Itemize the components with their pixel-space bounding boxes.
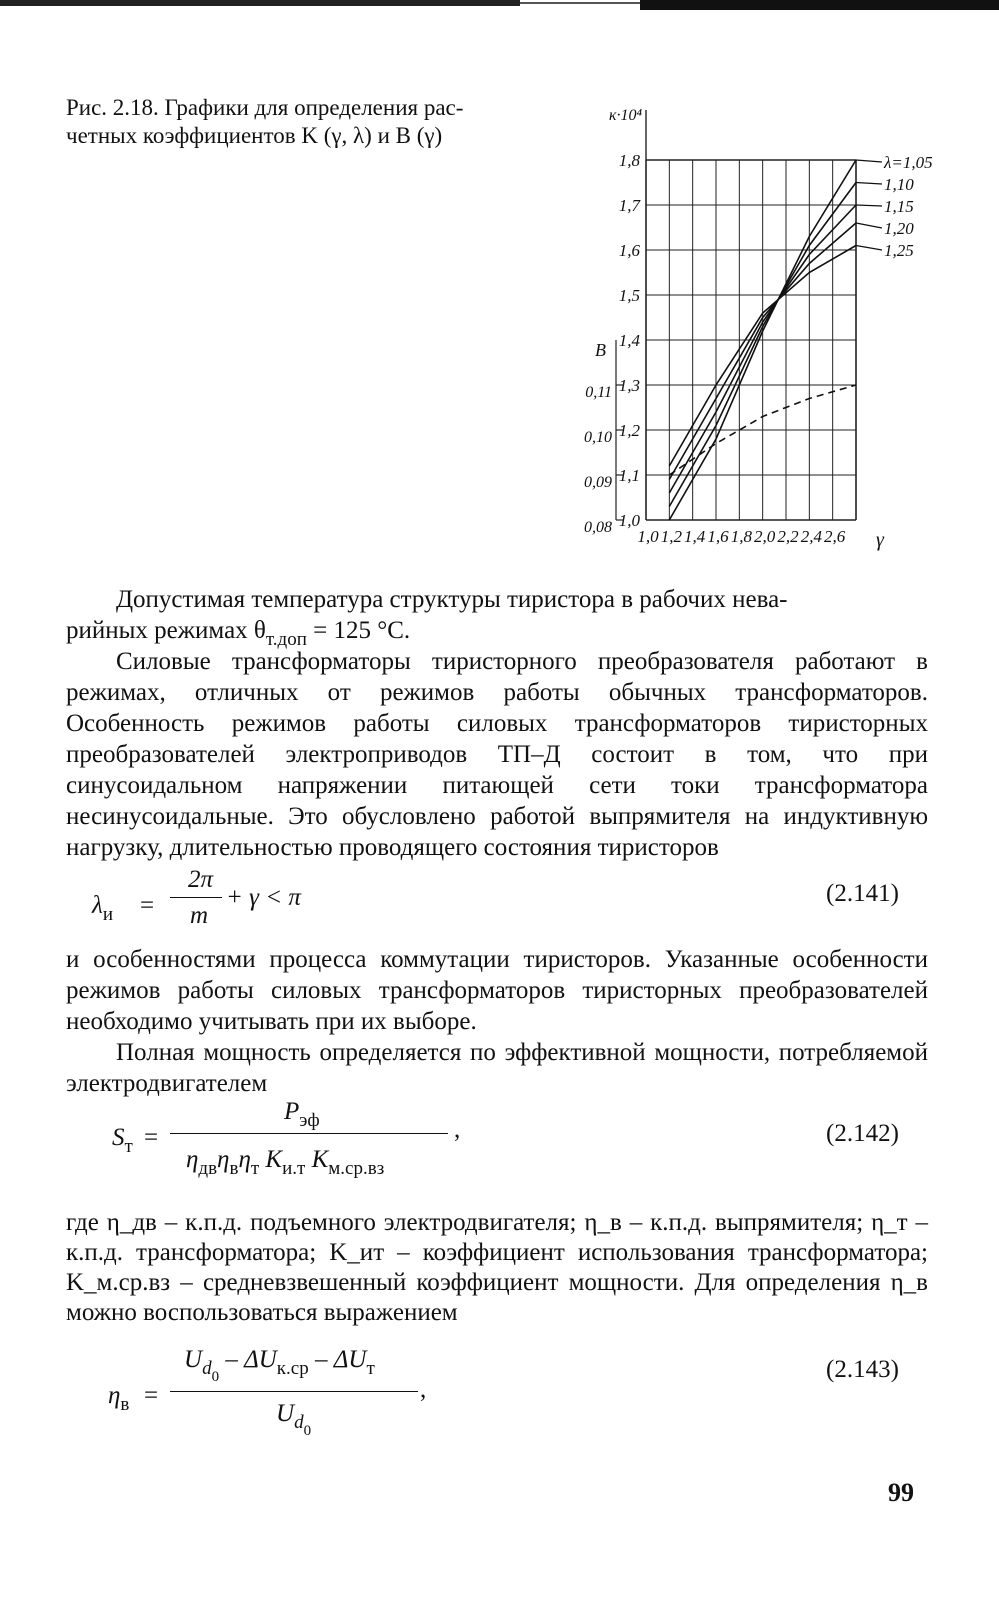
- eq142-den-k-it: K: [265, 1146, 283, 1173]
- caption-line-1: Рис. 2.18. Графики для определения рас-: [66, 95, 464, 120]
- k-tick-label: 1,5: [618, 286, 640, 305]
- eq142-den-eta-dv: η: [186, 1146, 199, 1173]
- eq142-den-eta-t: η: [238, 1146, 251, 1173]
- eq142-den-sub-t: т: [250, 1158, 260, 1179]
- series-label: 1,20: [884, 219, 914, 238]
- paragraph-power: Полная мощность определяется по эффективной мощности, потребляемой электродвигателем: [66, 1039, 928, 1097]
- eq142-fraction-bar: [170, 1133, 448, 1134]
- eq143-num-u-sub: d: [202, 1358, 212, 1379]
- k-tick-label: 1,7: [618, 196, 640, 215]
- x-axis-title: γ: [876, 529, 884, 551]
- eq143-den-u-sub2: 0: [303, 1423, 312, 1439]
- b-tick-label: 0,11: [585, 384, 612, 401]
- eq142-equals: =: [144, 1124, 159, 1151]
- eq143-num-du-t-sub: т: [366, 1358, 375, 1379]
- series-leader-line: [856, 183, 882, 185]
- eq143-fraction-bar: [170, 1391, 418, 1392]
- temperature-subscript: т.доп: [265, 629, 307, 650]
- eq142-den-sub-v: в: [229, 1158, 239, 1179]
- eq142-lhs-sub: т: [124, 1136, 133, 1157]
- eq141-rest: + γ < π: [226, 884, 301, 911]
- eq143-equals: =: [144, 1382, 159, 1409]
- x-tick-label: 2,0: [754, 527, 776, 546]
- equation-number-2-142: (2.142): [826, 1120, 899, 1147]
- figure-caption: [66, 94, 536, 150]
- series-label: λ=1,05: [884, 153, 933, 172]
- b-tick-label: 0,08: [584, 519, 612, 536]
- scan-top-edge: [0, 0, 999, 14]
- series-leader-line: [856, 160, 882, 162]
- x-tick-label: 1,8: [730, 527, 752, 546]
- eq141-denominator: m: [190, 902, 209, 929]
- k-tick-label: 1,0: [618, 511, 640, 530]
- series-label: 1,15: [884, 197, 914, 216]
- temperature-value: = 125 °С.: [306, 617, 411, 644]
- eq141-equals: =: [140, 892, 155, 919]
- eq141-lhs-sub: и: [102, 904, 113, 925]
- series-leader-line: [856, 205, 882, 206]
- eq143-den-u-sub: d: [294, 1412, 304, 1433]
- equation-number-2-141: (2.141): [826, 880, 899, 907]
- paragraph-commutation: и особенностями процесса коммутации тиристоров. Указанные особенности режимов работы силовых трансформаторов тиристорных преобразователей необходимо учитывать при их выборе.: [66, 946, 928, 1035]
- eq143-num-du-k-sub: к.ср: [276, 1358, 309, 1379]
- eq142-comma: ,: [454, 1116, 461, 1143]
- x-tick-label: 2,2: [777, 527, 799, 546]
- paragraph-temperature-line-1: Допустимая температура структуры тиристора в рабочих нева-: [116, 586, 788, 613]
- paragraph-definitions: где η_дв – к.п.д. подъемного электродвигателя; η_в – к.п.д. выпрямителя; η_т – к.п.д. трансформатора; K_ит – коэффициент использования трансформатора; K_м.ср.вз – средневзвешенный коэффициент мощности. Для определения η_в можно воспользоваться выражением: [66, 1209, 928, 1326]
- paragraph-transformers: Силовые трансформаторы тиристорного преобразователя работают в режимах, отличных от режимов работы обычных трансформаторов. Особенность режимов работы силовых трансформаторов тиристорных преобразователей электроприводов ТП–Д состоит в том, что при синусоидальном напряжении питающей сети токи трансформатора несинусоидальные. Это обусловлено работой выпрямителя на индуктивную нагрузку, длительностью проводящего состояния тиристоров: [66, 648, 928, 861]
- page-number: 99: [888, 1478, 914, 1507]
- eq141-lhs: λ: [92, 892, 103, 919]
- x-tick-label: 1,2: [660, 527, 682, 546]
- eq143-lhs: η: [108, 1382, 121, 1409]
- eq142-den-sub-dv: дв: [198, 1158, 218, 1179]
- series-leader-line: [856, 223, 882, 228]
- coefficient-chart: [550, 100, 940, 560]
- series-label: 1,25: [884, 241, 914, 260]
- series-leader-line: [856, 246, 882, 251]
- eq143-denominator: [276, 1400, 311, 1440]
- k-tick-label: 1,2: [618, 421, 640, 440]
- k-tick-label: 1,3: [618, 376, 640, 395]
- eq142-numerator: P: [284, 1098, 300, 1125]
- b-tick-label: 0,10: [584, 429, 612, 446]
- eq143-comma: ,: [420, 1376, 427, 1403]
- x-tick-label: 1,4: [684, 527, 706, 546]
- x-tick-label: 2,4: [800, 527, 822, 546]
- k-axis-title: к·10⁴: [608, 107, 642, 124]
- equation-number-2-143: (2.143): [826, 1356, 899, 1383]
- eq143-den-u: U: [276, 1400, 295, 1427]
- eq142-den-sub-m: м.ср.вз: [328, 1158, 385, 1179]
- eq142-den-eta-v: η: [217, 1146, 230, 1173]
- x-tick-label: 1,6: [707, 527, 729, 546]
- eq143-num-u-sub2: 0: [211, 1369, 220, 1385]
- temperature-prefix: рийных режимах θ: [66, 617, 266, 644]
- eq142-den-sub-it: и.т: [282, 1158, 306, 1179]
- eq142-numerator-sub: эф: [299, 1110, 320, 1131]
- eq142-den-k-m: K: [311, 1146, 329, 1173]
- eq143-num-u: U: [184, 1346, 203, 1373]
- eq142-lhs: S: [112, 1124, 125, 1151]
- k-tick-label: 1,8: [618, 151, 640, 170]
- x-tick-label: 2,6: [824, 527, 846, 546]
- eq143-numerator: [184, 1346, 375, 1386]
- caption-line-2: четных коэффициентов K (γ, λ) и B (γ): [66, 123, 443, 148]
- paragraph-temperature: [66, 584, 928, 655]
- eq142-denominator: [186, 1146, 384, 1180]
- b-tick-label: 0,09: [584, 474, 612, 491]
- k-tick-label: 1,1: [618, 466, 640, 485]
- eq143-num-du-k: – ΔU: [219, 1346, 277, 1373]
- series-label: 1,10: [884, 175, 914, 194]
- x-tick-label: 1,0: [637, 527, 659, 546]
- eq143-lhs-sub: в: [120, 1394, 130, 1415]
- b-axis-title: B: [595, 340, 606, 360]
- k-tick-label: 1,4: [618, 331, 640, 350]
- eq143-num-du-t: – ΔU: [308, 1346, 367, 1373]
- eq141-fraction-bar: [170, 897, 222, 898]
- eq141-numerator: 2π: [188, 866, 214, 893]
- k-tick-label: 1,6: [618, 241, 640, 260]
